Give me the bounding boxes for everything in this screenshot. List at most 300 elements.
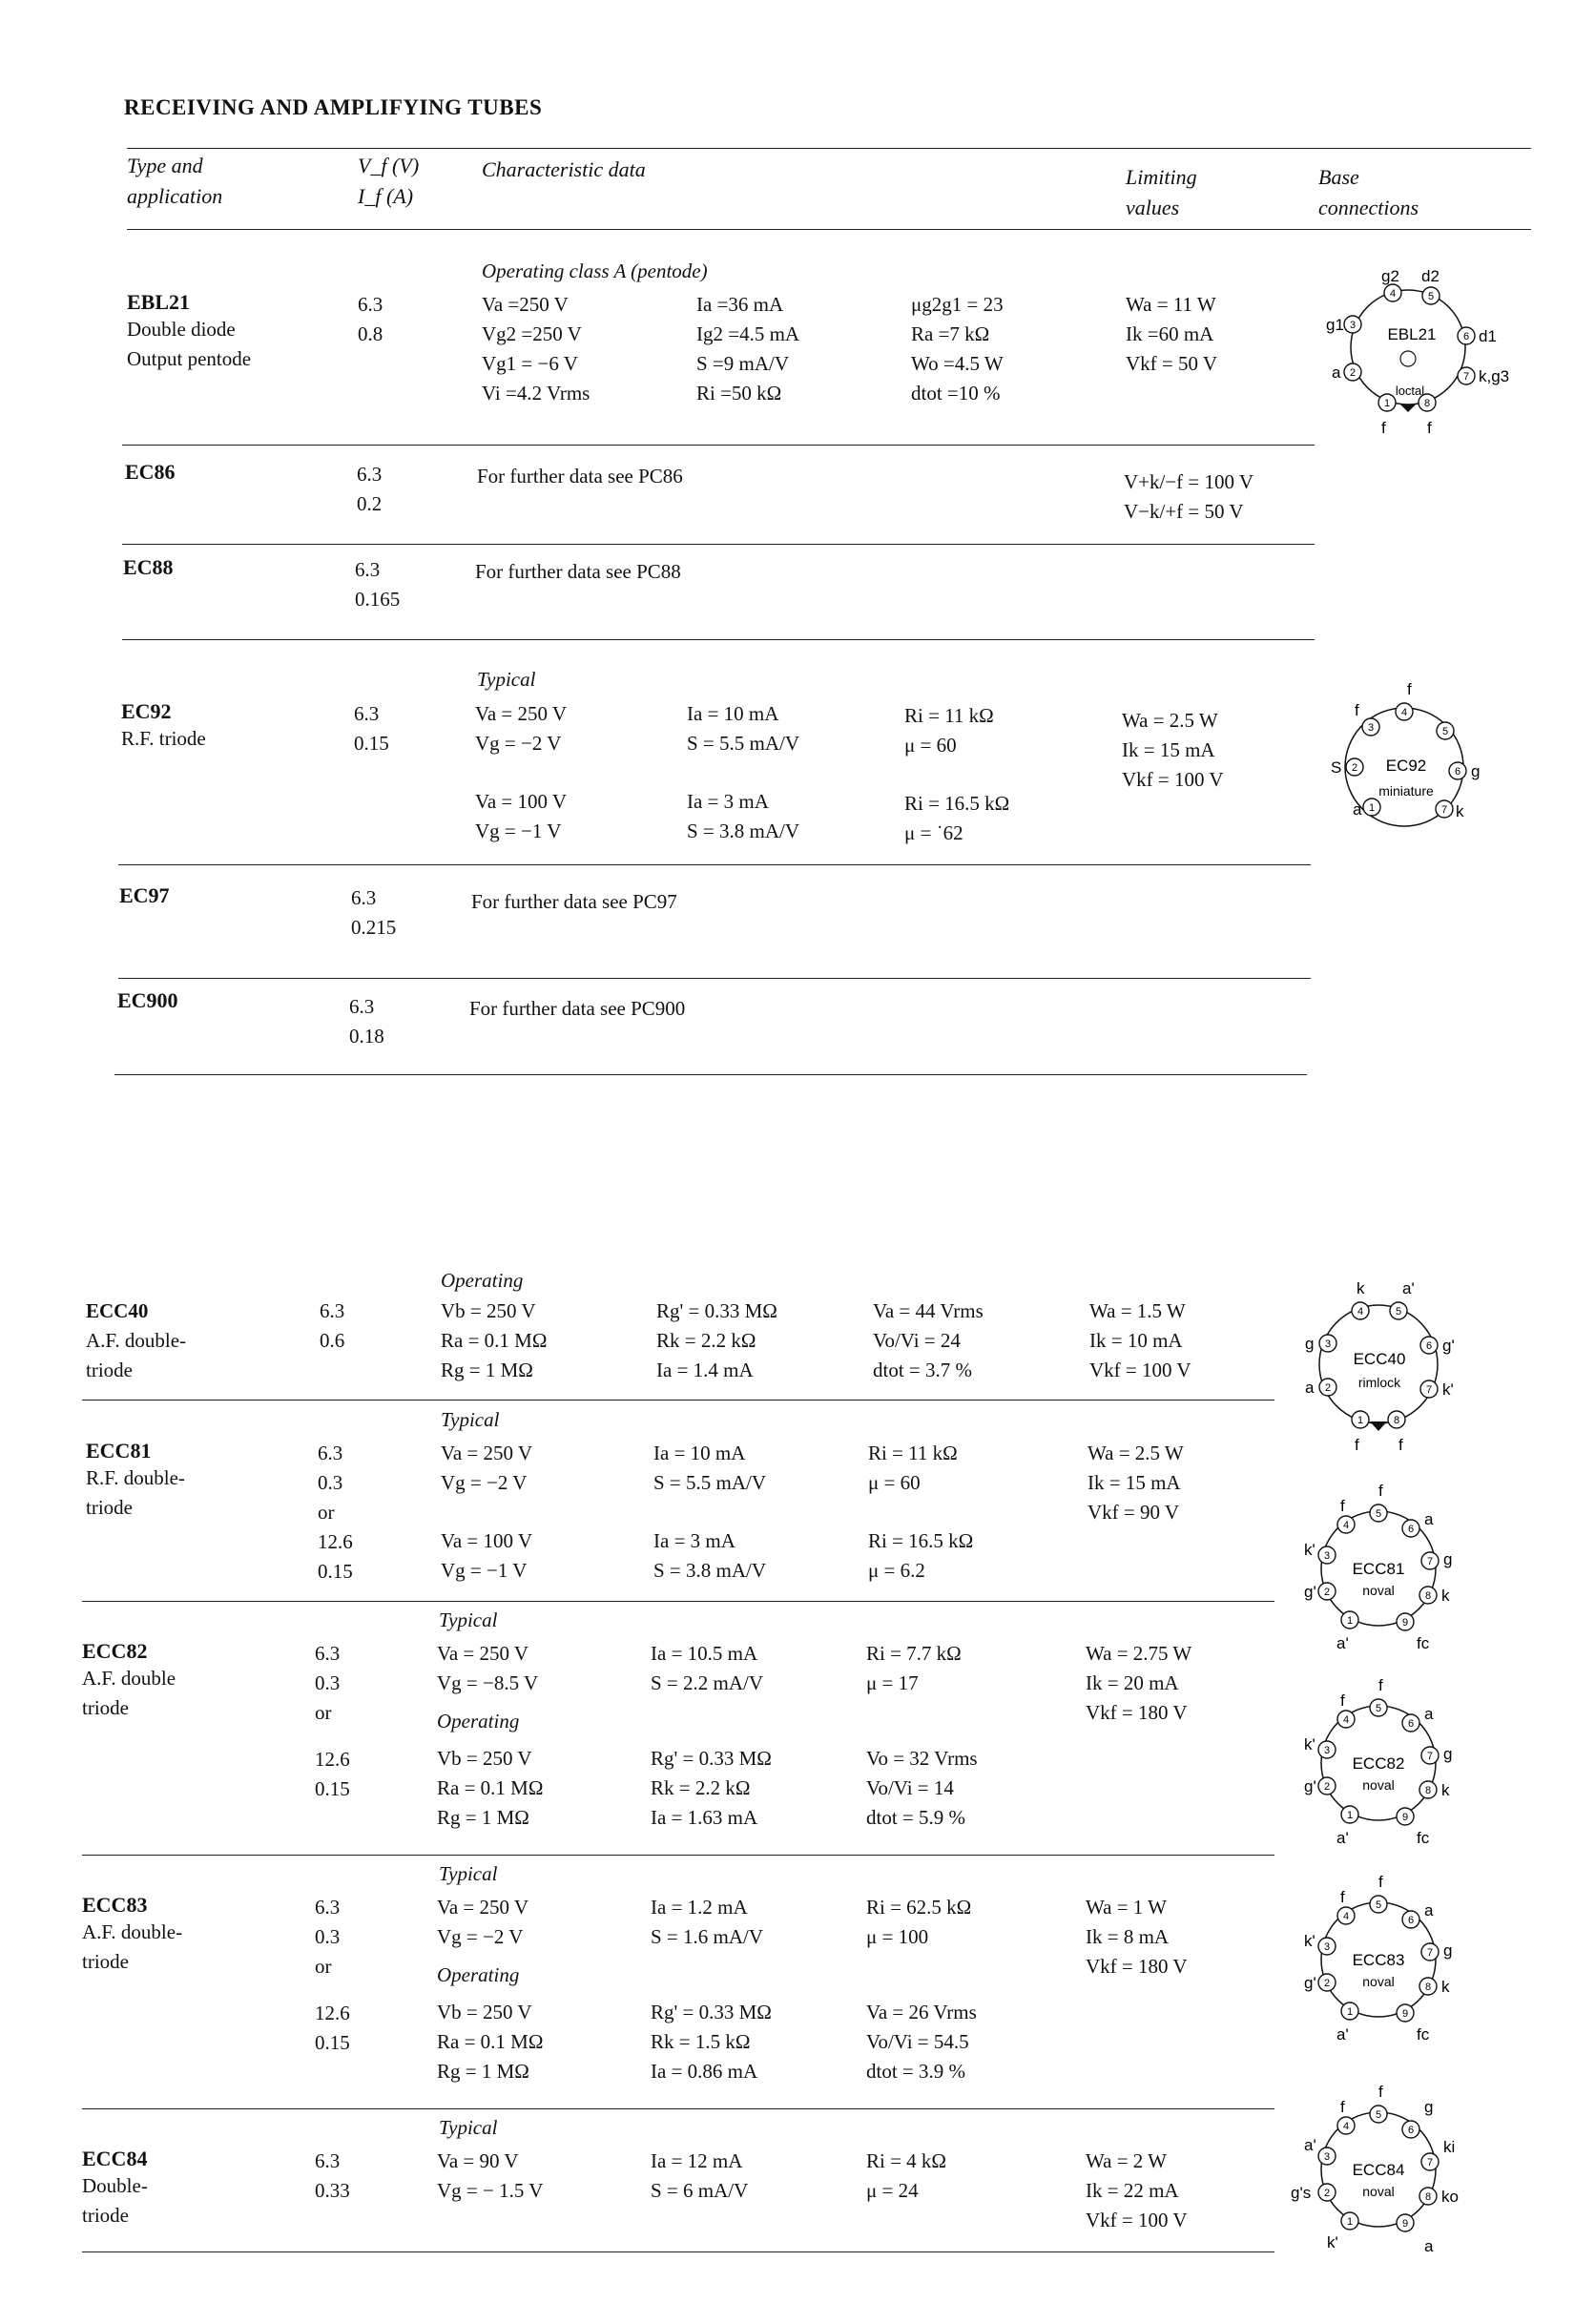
- value: Wa = 2.5 W: [1122, 709, 1218, 732]
- pin-label: g: [1443, 1941, 1453, 1960]
- header-type: [127, 151, 222, 212]
- if-value: 0.3: [315, 1671, 341, 1694]
- ecc81-col1: [441, 1439, 532, 1586]
- svg-text:2: 2: [1323, 1587, 1331, 1598]
- value: S = 2.2 mA/V: [651, 1671, 764, 1694]
- pin-label: S: [1331, 758, 1342, 777]
- svg-text:1: 1: [1346, 1615, 1354, 1627]
- base-type: rimlock: [1357, 1375, 1401, 1390]
- value: Va = 250 V: [475, 702, 568, 725]
- svg-text:3: 3: [1324, 1338, 1332, 1350]
- pin-label: k,g3: [1479, 367, 1510, 385]
- pin-label: f: [1381, 419, 1386, 437]
- value: S = 5.5 mA/V: [687, 732, 800, 755]
- tube-ecc81: [86, 1439, 185, 1523]
- svg-text:5: 5: [1395, 1306, 1402, 1318]
- ecc84-vf-if: [315, 2147, 350, 2206]
- svg-text:9: 9: [1401, 2008, 1409, 2020]
- pin-label: fc: [1417, 1634, 1430, 1652]
- value: Vg = −1 V: [441, 1559, 528, 1582]
- vf-value: 6.3: [358, 293, 383, 316]
- svg-text:7: 7: [1426, 2157, 1434, 2168]
- pin-label: f: [1378, 2083, 1383, 2101]
- pin-label: g': [1304, 1974, 1316, 1992]
- tube-name: EC86: [125, 460, 176, 484]
- value: Vkf = 180 V: [1086, 1701, 1188, 1724]
- svg-text:6: 6: [1425, 1340, 1433, 1352]
- pin-label: k': [1304, 1735, 1315, 1753]
- value: Ri = 11 kΩ: [868, 1442, 958, 1464]
- if-value: 0.215: [351, 916, 397, 939]
- pin-label: a: [1353, 800, 1362, 819]
- value: Vi =4.2 Vrms: [482, 382, 590, 405]
- value: Ri = 16.5 kΩ: [904, 792, 1010, 815]
- value: Va = 250 V: [437, 1642, 529, 1665]
- base-type: noval: [1362, 2184, 1395, 2199]
- base-name: ECC81: [1352, 1560, 1405, 1578]
- vf-value: 6.3: [320, 1299, 345, 1322]
- svg-text:8: 8: [1393, 1415, 1400, 1426]
- vf-value: 6.3: [318, 1442, 343, 1464]
- ebl21-col1: [482, 290, 590, 408]
- if-value: 0.2: [357, 492, 383, 515]
- value: Rg = 1 MΩ: [437, 1806, 529, 1829]
- svg-text:2: 2: [1324, 1382, 1332, 1394]
- svg-text:5: 5: [1375, 1508, 1382, 1520]
- pin-label: k': [1442, 1380, 1454, 1399]
- rule-row: [122, 544, 1315, 545]
- svg-text:1: 1: [1368, 802, 1376, 814]
- condition-label: Typical: [439, 2116, 498, 2139]
- tube-name: EC88: [123, 555, 174, 579]
- tube-name: EC900: [117, 988, 178, 1012]
- pin-label: g': [1304, 1583, 1316, 1601]
- pin-label: a': [1402, 1279, 1415, 1297]
- value: Rg = 1 MΩ: [437, 2060, 529, 2083]
- pin-label: k: [1441, 1781, 1450, 1799]
- tube-name: ECC84: [82, 2147, 148, 2170]
- base-name: ECC84: [1352, 2161, 1405, 2179]
- pin-label: ki: [1443, 2138, 1456, 2156]
- ecc83-col3: [866, 1893, 977, 2086]
- svg-text:3: 3: [1349, 320, 1357, 331]
- value: Wa = 2 W: [1086, 2149, 1167, 2172]
- value: Ri = 11 kΩ: [904, 704, 994, 727]
- svg-text:3: 3: [1323, 1550, 1331, 1562]
- svg-text:6: 6: [1407, 1718, 1415, 1730]
- base-name: ECC82: [1352, 1754, 1405, 1773]
- value: Rg' = 0.33 MΩ: [651, 2001, 772, 2023]
- ecc82-vf-if: [315, 1639, 350, 1804]
- svg-text:5: 5: [1375, 1899, 1382, 1911]
- if-value: 0.6: [320, 1329, 345, 1352]
- value: Vg = −8.5 V: [437, 1671, 539, 1694]
- svg-text:7: 7: [1426, 1947, 1434, 1959]
- header-type-line2: application: [127, 184, 223, 208]
- pin-label: f: [1340, 1888, 1345, 1906]
- value: Ia = 0.86 mA: [651, 2060, 758, 2083]
- ecc82-limits: [1086, 1639, 1191, 1728]
- vf-value: 12.6: [315, 1748, 350, 1771]
- tube-name: EC92: [121, 699, 172, 723]
- value: Va = 250 V: [437, 1896, 529, 1919]
- tube-app: triode: [86, 1359, 133, 1381]
- pin-label: f: [1355, 701, 1359, 719]
- value: dtot =10 %: [911, 382, 1001, 405]
- pin-label: f: [1427, 419, 1432, 437]
- pin-label: f: [1398, 1436, 1403, 1454]
- svg-text:2: 2: [1323, 1978, 1331, 1989]
- value: S = 5.5 mA/V: [653, 1471, 767, 1494]
- value: Ik = 10 mA: [1089, 1329, 1183, 1352]
- further-data-note: For further data see PC900: [469, 997, 686, 1020]
- base-diagram-ecc84: [1283, 2078, 1474, 2269]
- pin-label: fc: [1417, 2025, 1430, 2044]
- ebl21-col2: [696, 290, 799, 408]
- value: Ik = 20 mA: [1086, 1671, 1179, 1694]
- pin-label: g: [1305, 1335, 1315, 1353]
- header-characteristic: Characteristic data: [482, 157, 646, 181]
- rule-row: [114, 1074, 1307, 1075]
- if-value: 0.8: [358, 322, 383, 345]
- rule-row: [82, 1855, 1274, 1856]
- value: Rk = 1.5 kΩ: [651, 2030, 751, 2053]
- base-type: loctal: [1395, 384, 1425, 398]
- value: Va =250 V: [482, 293, 569, 316]
- ec900-vf-if: [349, 992, 384, 1051]
- header-if: I_f (A): [358, 184, 414, 208]
- value: Vo = 32 Vrms: [866, 1747, 978, 1770]
- svg-text:9: 9: [1401, 2218, 1409, 2230]
- pin-label: k': [1304, 1932, 1315, 1950]
- svg-text:4: 4: [1342, 1520, 1350, 1531]
- value: Vg = −2 V: [437, 1925, 524, 1948]
- header-vf-if: [358, 151, 419, 212]
- rule-row: [118, 978, 1311, 979]
- value: Ra =7 kΩ: [911, 322, 990, 345]
- rule-row: [82, 2251, 1274, 2252]
- value: Va = 26 Vrms: [866, 2001, 977, 2023]
- value: Ia = 1.63 mA: [651, 1806, 758, 1829]
- tube-ecc82: [82, 1639, 176, 1723]
- value: Rk = 2.2 kΩ: [656, 1329, 756, 1352]
- base-diagram-ecc81: [1283, 1477, 1474, 1658]
- rule-row: [82, 1601, 1274, 1602]
- tube-name: EBL21: [127, 290, 191, 314]
- svg-text:1: 1: [1346, 2006, 1354, 2018]
- or-label: or: [315, 1955, 332, 1978]
- header-vf: V_f (V): [358, 154, 420, 177]
- if-value: 0.15: [315, 2031, 350, 2054]
- ebl21-limits: [1126, 290, 1217, 379]
- value: Ri = 7.7 kΩ: [866, 1642, 962, 1665]
- rule-row: [82, 1400, 1274, 1401]
- ecc84-col2: [651, 2147, 748, 2206]
- if-value: 0.18: [349, 1025, 384, 1048]
- further-data-note: For further data see PC97: [471, 890, 677, 913]
- ecc81-col2: [653, 1439, 766, 1586]
- svg-text:9: 9: [1401, 1812, 1409, 1823]
- base-name: EC92: [1385, 757, 1427, 775]
- if-value: 0.15: [315, 1777, 350, 1800]
- base-type: miniature: [1378, 783, 1434, 799]
- value: Ra = 0.1 MΩ: [437, 2030, 544, 2053]
- pin-label: f: [1378, 1482, 1383, 1500]
- ec92-vf-if: [354, 699, 389, 758]
- value: Vkf = 100 V: [1089, 1359, 1191, 1381]
- base-name: EBL21: [1387, 325, 1437, 343]
- svg-text:2: 2: [1349, 367, 1357, 379]
- vf-value: 12.6: [318, 1530, 353, 1553]
- pin-label: g': [1304, 1777, 1316, 1795]
- svg-text:4: 4: [1342, 1911, 1350, 1922]
- value: Va = 90 V: [437, 2149, 519, 2172]
- base-name: ECC83: [1352, 1951, 1405, 1969]
- vf-value: 6.3: [355, 558, 381, 581]
- ecc83-col1: [437, 1893, 543, 2086]
- svg-text:7: 7: [1426, 1751, 1434, 1762]
- value: Wa = 2.5 W: [1088, 1442, 1184, 1464]
- rule-row: [122, 639, 1315, 640]
- ecc40-limits: [1089, 1297, 1191, 1385]
- ecc40-vf-if: [320, 1297, 344, 1356]
- svg-text:7: 7: [1426, 1556, 1434, 1567]
- value: dtot = 3.7 %: [873, 1359, 973, 1381]
- ecc84-col3: [866, 2147, 946, 2206]
- ec97-vf-if: [351, 883, 396, 943]
- value: μ = 60: [904, 734, 957, 757]
- svg-text:7: 7: [1425, 1384, 1433, 1396]
- value: μ = 24: [866, 2179, 919, 2202]
- tube-app: triode: [82, 2204, 129, 2227]
- tube-app: triode: [82, 1696, 129, 1719]
- tube-name: ECC83: [82, 1893, 148, 1917]
- pin-label: a': [1336, 2025, 1349, 2044]
- tube-app: A.F. double: [82, 1667, 176, 1690]
- value: Ia = 10.5 mA: [651, 1642, 758, 1665]
- value: Ia = 1.2 mA: [651, 1896, 748, 1919]
- value: dtot = 5.9 %: [866, 1806, 966, 1829]
- value: Va = 100 V: [441, 1529, 533, 1552]
- pin-label: f: [1340, 2098, 1345, 2116]
- tube-app: triode: [86, 1496, 133, 1519]
- rule-row: [118, 864, 1311, 865]
- value: Ia = 1.4 mA: [656, 1359, 754, 1381]
- further-data-note: For further data see PC88: [475, 560, 681, 583]
- header-base-line1: Base: [1318, 165, 1359, 189]
- value: Ra = 0.1 MΩ: [441, 1329, 548, 1352]
- base-diagram-ebl21: [1326, 269, 1517, 460]
- base-type: noval: [1362, 1974, 1395, 1989]
- condition-label: Operating: [441, 1269, 524, 1292]
- pin-label: g: [1443, 1550, 1453, 1568]
- header-base: [1318, 162, 1419, 223]
- svg-text:1: 1: [1357, 1415, 1364, 1426]
- ecc81-col3: [868, 1439, 973, 1586]
- svg-text:5: 5: [1375, 2109, 1382, 2121]
- condition-label: Operating: [437, 1710, 520, 1733]
- pin-label: k': [1327, 2233, 1338, 2251]
- svg-text:4: 4: [1357, 1306, 1364, 1318]
- rule-header: [127, 229, 1531, 230]
- pin-label: g2: [1381, 267, 1399, 285]
- ecc40-col3: [873, 1297, 984, 1385]
- svg-text:1: 1: [1383, 398, 1391, 409]
- value: Vkf = 90 V: [1088, 1501, 1180, 1524]
- pin-label: g's: [1291, 2184, 1312, 2202]
- tube-ecc83: [82, 1893, 182, 1977]
- svg-text:3: 3: [1323, 1941, 1331, 1953]
- value: Vb = 250 V: [437, 1747, 532, 1770]
- tube-name: ECC81: [86, 1439, 152, 1463]
- vf-value: 12.6: [315, 2002, 350, 2024]
- svg-text:8: 8: [1424, 1590, 1432, 1602]
- header-limiting-line1: Limiting: [1126, 165, 1197, 189]
- vf-value: 6.3: [354, 702, 380, 725]
- svg-text:1: 1: [1346, 2216, 1354, 2228]
- value: Va = 250 V: [441, 1442, 533, 1464]
- condition-label: Operating: [437, 1963, 520, 1986]
- ec92-col3: [904, 701, 1009, 848]
- ec92-col2: [687, 699, 799, 846]
- value: Vg1 = −6 V: [482, 352, 578, 375]
- ecc84-col1: [437, 2147, 543, 2206]
- pin-label: fc: [1417, 1829, 1430, 1847]
- value: Vg = − 1.5 V: [437, 2179, 544, 2202]
- tube-name: ECC82: [82, 1639, 148, 1663]
- if-value: 0.165: [355, 588, 401, 611]
- svg-text:3: 3: [1367, 722, 1375, 734]
- value: Vkf = 180 V: [1086, 1955, 1188, 1978]
- pin-label: a: [1424, 1705, 1434, 1723]
- tube-app: A.F. double-: [82, 1920, 183, 1943]
- value: Vo/Vi = 54.5: [866, 2030, 969, 2053]
- ecc40-col1: [441, 1297, 547, 1385]
- svg-text:8: 8: [1424, 2191, 1432, 2203]
- if-value: 0.15: [318, 1560, 353, 1583]
- svg-text:7: 7: [1462, 371, 1470, 383]
- ecc81-limits: [1088, 1439, 1184, 1527]
- vf-value: 6.3: [315, 2149, 341, 2172]
- value: Ra = 0.1 MΩ: [437, 1776, 544, 1799]
- if-value: 0.33: [315, 2179, 350, 2202]
- value: Vkf = 100 V: [1122, 768, 1224, 791]
- value: Rk = 2.2 kΩ: [651, 1776, 751, 1799]
- ecc82-col2: [651, 1639, 772, 1833]
- ec92-limits: [1122, 706, 1224, 795]
- pin-label: a: [1424, 1510, 1434, 1528]
- tube-ec92: [121, 699, 206, 754]
- pin-label: k: [1357, 1279, 1365, 1297]
- svg-text:8: 8: [1424, 1982, 1432, 1993]
- or-label: or: [318, 1501, 335, 1524]
- svg-text:6: 6: [1407, 1915, 1415, 1926]
- value: Ik = 15 mA: [1088, 1471, 1181, 1494]
- value: Ri =50 kΩ: [696, 382, 782, 405]
- tube-ecc40: [86, 1297, 186, 1385]
- svg-text:8: 8: [1423, 398, 1431, 409]
- ecc83-limits: [1086, 1893, 1188, 1982]
- value: Ik = 8 mA: [1086, 1925, 1170, 1948]
- value: Ik = 15 mA: [1122, 738, 1215, 761]
- further-data-note: For further data see PC86: [477, 465, 683, 488]
- vf-value: 6.3: [315, 1642, 341, 1665]
- pin-label: g1: [1326, 316, 1344, 334]
- pin-label: a': [1304, 2136, 1316, 2154]
- tube-app: triode: [82, 1950, 129, 1973]
- svg-text:8: 8: [1424, 1785, 1432, 1796]
- rule-row: [82, 2108, 1274, 2109]
- svg-text:3: 3: [1323, 1745, 1331, 1756]
- svg-text:2: 2: [1323, 2188, 1331, 2199]
- ecc84-limits: [1086, 2147, 1188, 2235]
- or-label: or: [315, 1701, 332, 1724]
- value: μ = 6.2: [868, 1559, 925, 1582]
- svg-text:4: 4: [1342, 2121, 1350, 2132]
- value: μg2g1 = 23: [911, 293, 1004, 316]
- value: Vo/Vi = 14: [866, 1776, 954, 1799]
- ecc82-col3: [866, 1639, 978, 1833]
- value: Va = 100 V: [475, 790, 568, 813]
- svg-text:4: 4: [1389, 288, 1397, 300]
- value: Ri = 4 kΩ: [866, 2149, 947, 2172]
- tube-name: EC97: [119, 883, 170, 907]
- value: μ = 100: [866, 1925, 929, 1948]
- base-type: noval: [1362, 1583, 1395, 1598]
- value: dtot = 3.9 %: [866, 2060, 966, 2083]
- value: S = 3.8 mA/V: [687, 820, 800, 842]
- svg-text:6: 6: [1407, 1524, 1415, 1535]
- ecc83-col2: [651, 1893, 772, 2086]
- svg-text:5: 5: [1427, 291, 1435, 302]
- svg-text:9: 9: [1401, 1617, 1409, 1629]
- value: Vg = −2 V: [475, 732, 562, 755]
- ecc83-vf-if: [315, 1893, 350, 2058]
- pin-label: a: [1424, 1901, 1434, 1919]
- value: S =9 mA/V: [696, 352, 790, 375]
- svg-text:3: 3: [1323, 2151, 1331, 2163]
- pin-label: a: [1332, 363, 1341, 382]
- value: Vg = −1 V: [475, 820, 562, 842]
- condition-label: Typical: [439, 1608, 498, 1631]
- tube-name: ECC40: [86, 1299, 149, 1322]
- pin-label: f: [1340, 1497, 1345, 1515]
- pin-label: k: [1441, 1978, 1450, 1996]
- pin-label: k: [1441, 1587, 1450, 1605]
- header-base-line2: connections: [1318, 196, 1419, 219]
- value: Vo/Vi = 24: [873, 1329, 961, 1352]
- value: Ia = 10 mA: [687, 702, 779, 725]
- value: Ia = 3 mA: [653, 1529, 735, 1552]
- pin-label: g: [1443, 1745, 1453, 1763]
- ec88-vf-if: [355, 555, 400, 614]
- pin-label: g: [1424, 2098, 1434, 2116]
- vf-value: 6.3: [357, 463, 383, 486]
- ecc40-col2: [656, 1297, 777, 1385]
- value: Vg2 =250 V: [482, 322, 582, 345]
- value: Wa = 1 W: [1086, 1896, 1167, 1919]
- condition-label: Typical: [441, 1408, 500, 1431]
- rule-row: [122, 445, 1315, 446]
- tube-app: R.F. triode: [121, 727, 206, 750]
- pin-label: f: [1378, 1873, 1383, 1891]
- value: Rg = 1 MΩ: [441, 1359, 533, 1381]
- value: Ik = 22 mA: [1086, 2179, 1179, 2202]
- pin-label: d1: [1479, 327, 1497, 345]
- base-type: noval: [1362, 1777, 1395, 1793]
- tube-app: R.F. double-: [86, 1466, 185, 1489]
- value: Ik =60 mA: [1126, 322, 1214, 345]
